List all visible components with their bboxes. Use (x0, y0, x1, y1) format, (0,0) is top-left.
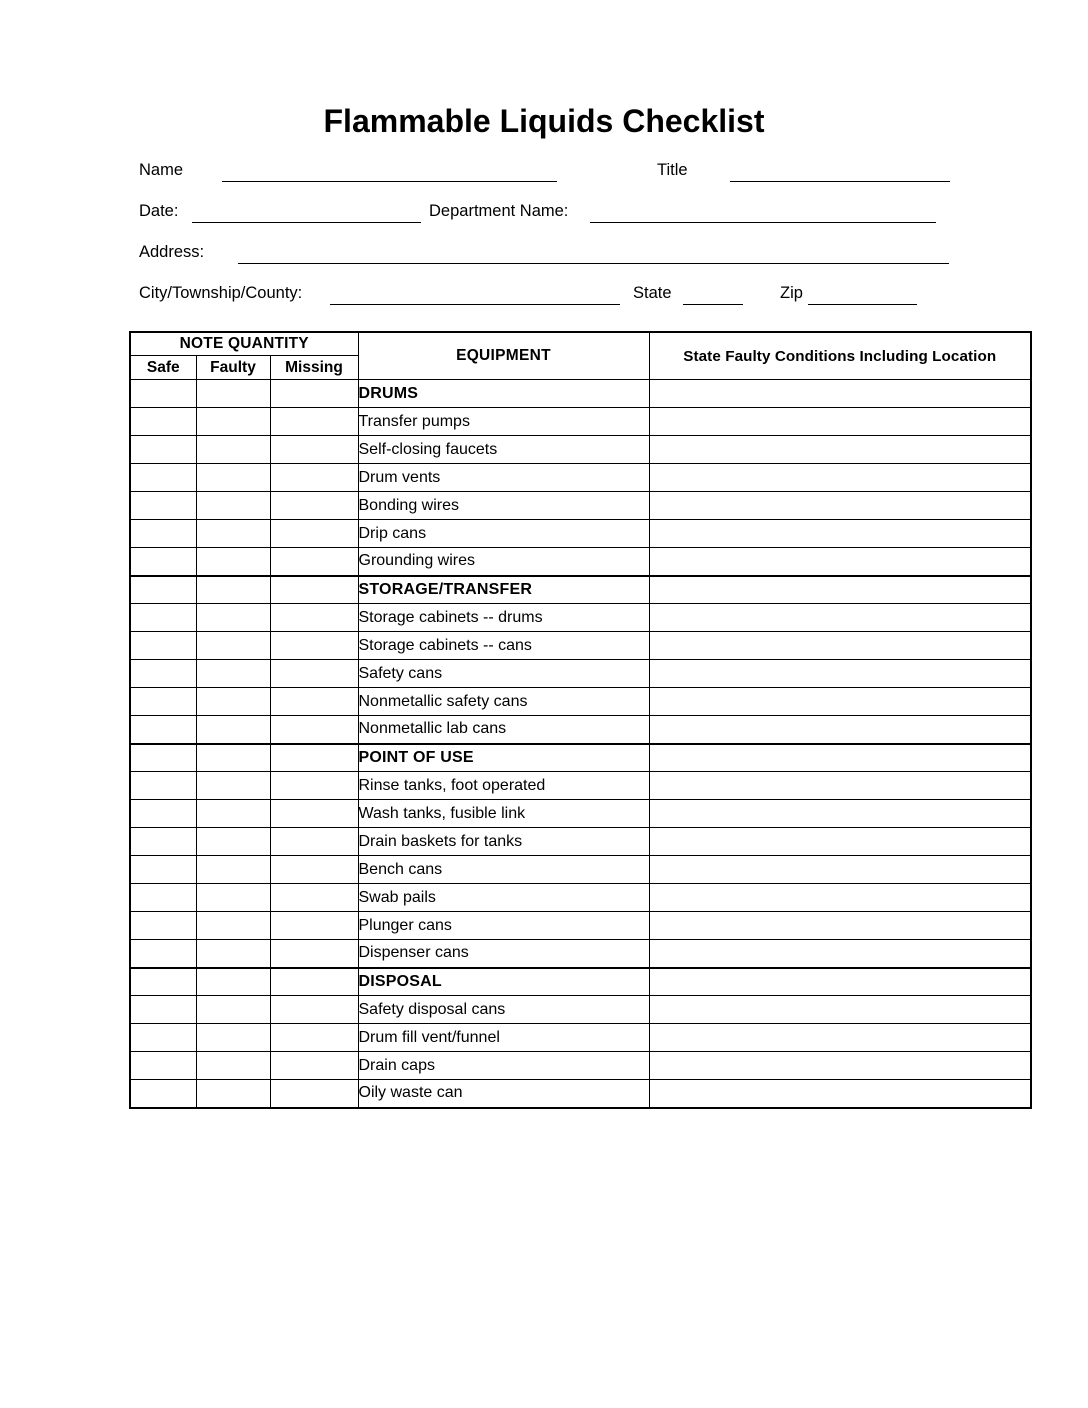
checkbox-cell-safe[interactable] (130, 912, 196, 940)
equipment-item-label: Self-closing faucets (358, 436, 649, 464)
equipment-item-label: Safety disposal cans (358, 996, 649, 1024)
table-row (130, 800, 1031, 828)
checkbox-cell-safe[interactable] (130, 968, 196, 996)
checkbox-cell-faulty[interactable] (196, 492, 270, 520)
form-row-date (0, 201, 1088, 235)
table-head (130, 332, 1031, 380)
state-input[interactable] (683, 304, 743, 305)
department-label: Department Name: (429, 202, 569, 220)
checkbox-cell-missing[interactable] (270, 492, 358, 520)
equipment-item-label: Transfer pumps (358, 408, 649, 436)
conditions-cell[interactable] (649, 940, 1031, 968)
checkbox-cell-safe[interactable] (130, 548, 196, 576)
checkbox-cell-missing[interactable] (270, 660, 358, 688)
table-row (130, 912, 1031, 940)
checkbox-cell-missing[interactable] (270, 940, 358, 968)
equipment-section-label: DRUMS (358, 380, 649, 408)
checkbox-cell-missing[interactable] (270, 968, 358, 996)
checkbox-cell-safe[interactable] (130, 744, 196, 772)
page-title: Flammable Liquids Checklist (323, 103, 765, 139)
checkbox-cell-faulty[interactable] (196, 968, 270, 996)
table-row (130, 856, 1031, 884)
checkbox-cell-missing[interactable] (270, 1080, 358, 1108)
checkbox-cell-safe[interactable] (130, 660, 196, 688)
state-label: State (633, 284, 672, 302)
conditions-cell[interactable] (649, 800, 1031, 828)
checkbox-cell-missing[interactable] (270, 828, 358, 856)
faulty-header: Faulty (196, 356, 270, 380)
equipment-item-label: Grounding wires (358, 548, 649, 576)
table-row (130, 660, 1031, 688)
checkbox-cell-safe[interactable] (130, 716, 196, 744)
conditions-cell[interactable] (649, 660, 1031, 688)
address-input[interactable] (238, 263, 949, 264)
checkbox-cell-missing[interactable] (270, 1052, 358, 1080)
missing-header: Missing (270, 356, 358, 380)
table-header-row-group (130, 332, 1031, 356)
department-input[interactable] (590, 222, 936, 223)
safe-header: Safe (130, 356, 196, 380)
equipment-item-label: Bench cans (358, 856, 649, 884)
checkbox-cell-missing[interactable] (270, 996, 358, 1024)
address-label: Address: (139, 243, 205, 261)
table-row (130, 492, 1031, 520)
checkbox-cell-missing[interactable] (270, 632, 358, 660)
conditions-cell[interactable] (649, 380, 1031, 408)
table-row (130, 1024, 1031, 1052)
name-input[interactable] (222, 181, 557, 182)
equipment-item-label: Bonding wires (358, 492, 649, 520)
table-row (130, 464, 1031, 492)
checkbox-cell-faulty[interactable] (196, 464, 270, 492)
conditions-cell[interactable] (649, 996, 1031, 1024)
checkbox-cell-missing[interactable] (270, 436, 358, 464)
checkbox-cell-missing[interactable] (270, 800, 358, 828)
conditions-header: State Faulty Conditions Including Location (649, 332, 1031, 380)
zip-input[interactable] (808, 304, 917, 305)
equipment-section-label: DISPOSAL (358, 968, 649, 996)
equipment-item-label: Safety cans (358, 660, 649, 688)
checkbox-cell-faulty[interactable] (196, 772, 270, 800)
city-input[interactable] (330, 304, 620, 305)
checkbox-cell-safe[interactable] (130, 1080, 196, 1108)
equipment-item-label: Plunger cans (358, 912, 649, 940)
checkbox-cell-faulty[interactable] (196, 408, 270, 436)
table-row (130, 548, 1031, 576)
table-row (130, 884, 1031, 912)
checkbox-cell-faulty[interactable] (196, 1024, 270, 1052)
conditions-cell[interactable] (649, 1052, 1031, 1080)
table-row (130, 744, 1031, 772)
table-body (130, 380, 1031, 1108)
equipment-item-label: Drum fill vent/funnel (358, 1024, 649, 1052)
conditions-cell[interactable] (649, 688, 1031, 716)
equipment-item-label: Drain baskets for tanks (358, 828, 649, 856)
checkbox-cell-faulty[interactable] (196, 1052, 270, 1080)
conditions-cell[interactable] (649, 548, 1031, 576)
checkbox-cell-faulty[interactable] (196, 800, 270, 828)
form-row-city (0, 283, 1088, 317)
conditions-cell[interactable] (649, 716, 1031, 744)
checkbox-cell-faulty[interactable] (196, 660, 270, 688)
equipment-item-label: Drum vents (358, 464, 649, 492)
equipment-item-label: Oily waste can (358, 1080, 649, 1108)
equipment-header: EQUIPMENT (358, 332, 649, 380)
conditions-cell[interactable] (649, 828, 1031, 856)
checkbox-cell-safe[interactable] (130, 688, 196, 716)
checkbox-cell-safe[interactable] (130, 436, 196, 464)
checkbox-cell-faulty[interactable] (196, 996, 270, 1024)
checkbox-cell-safe[interactable] (130, 408, 196, 436)
table-row (130, 1080, 1031, 1108)
table-row (130, 520, 1031, 548)
checkbox-cell-faulty[interactable] (196, 940, 270, 968)
equipment-item-label: Rinse tanks, foot operated (358, 772, 649, 800)
table-row (130, 1052, 1031, 1080)
table-row (130, 436, 1031, 464)
conditions-cell[interactable] (649, 1024, 1031, 1052)
checkbox-cell-missing[interactable] (270, 1024, 358, 1052)
checkbox-cell-missing[interactable] (270, 408, 358, 436)
equipment-item-label: Storage cabinets -- cans (358, 632, 649, 660)
checkbox-cell-missing[interactable] (270, 604, 358, 632)
checkbox-cell-safe[interactable] (130, 828, 196, 856)
checkbox-cell-faulty[interactable] (196, 688, 270, 716)
checkbox-cell-safe[interactable] (130, 492, 196, 520)
table-row (130, 996, 1031, 1024)
checkbox-cell-missing[interactable] (270, 464, 358, 492)
checkbox-cell-safe[interactable] (130, 1024, 196, 1052)
checkbox-cell-faulty[interactable] (196, 632, 270, 660)
checkbox-cell-missing[interactable] (270, 912, 358, 940)
checkbox-cell-safe[interactable] (130, 520, 196, 548)
checkbox-cell-faulty[interactable] (196, 884, 270, 912)
conditions-cell[interactable] (649, 520, 1031, 548)
zip-label: Zip (780, 284, 803, 302)
checkbox-cell-faulty[interactable] (196, 576, 270, 604)
conditions-cell[interactable] (649, 1080, 1031, 1108)
checklist-table (129, 331, 1032, 1109)
conditions-cell[interactable] (649, 408, 1031, 436)
equipment-section-label: STORAGE/TRANSFER (358, 576, 649, 604)
checkbox-cell-safe[interactable] (130, 464, 196, 492)
table-row (130, 604, 1031, 632)
conditions-cell[interactable] (649, 632, 1031, 660)
equipment-section-label: POINT OF USE (358, 744, 649, 772)
conditions-cell[interactable] (649, 968, 1031, 996)
date-input[interactable] (192, 222, 421, 223)
date-label: Date: (139, 202, 179, 220)
conditions-cell[interactable] (649, 464, 1031, 492)
title-input[interactable] (730, 181, 950, 182)
conditions-cell[interactable] (649, 436, 1031, 464)
checkbox-cell-faulty[interactable] (196, 548, 270, 576)
checkbox-cell-faulty[interactable] (196, 744, 270, 772)
checkbox-cell-faulty[interactable] (196, 604, 270, 632)
checkbox-cell-faulty[interactable] (196, 912, 270, 940)
conditions-cell[interactable] (649, 604, 1031, 632)
table-row (130, 716, 1031, 744)
checkbox-cell-safe[interactable] (130, 800, 196, 828)
conditions-cell[interactable] (649, 856, 1031, 884)
form-row-address (0, 242, 1088, 276)
checkbox-cell-safe[interactable] (130, 380, 196, 408)
equipment-item-label: Drip cans (358, 520, 649, 548)
equipment-item-label: Drain caps (358, 1052, 649, 1080)
conditions-cell[interactable] (649, 912, 1031, 940)
table-row (130, 380, 1031, 408)
table-row (130, 632, 1031, 660)
form-row-name (0, 160, 1088, 194)
equipment-item-label: Wash tanks, fusible link (358, 800, 649, 828)
checkbox-cell-faulty[interactable] (196, 1080, 270, 1108)
checkbox-cell-safe[interactable] (130, 940, 196, 968)
table-row (130, 772, 1031, 800)
checkbox-cell-missing[interactable] (270, 744, 358, 772)
checkbox-cell-faulty[interactable] (196, 436, 270, 464)
table-row (130, 828, 1031, 856)
checkbox-cell-missing[interactable] (270, 856, 358, 884)
checkbox-cell-faulty[interactable] (196, 380, 270, 408)
checkbox-cell-missing[interactable] (270, 548, 358, 576)
table-row (130, 940, 1031, 968)
checkbox-cell-missing[interactable] (270, 772, 358, 800)
city-label: City/Township/County: (139, 284, 303, 302)
equipment-item-label: Nonmetallic safety cans (358, 688, 649, 716)
conditions-cell[interactable] (649, 772, 1031, 800)
checklist-table-wrapper (129, 331, 1030, 1109)
conditions-cell[interactable] (649, 744, 1031, 772)
checkbox-cell-faulty[interactable] (196, 520, 270, 548)
checkbox-cell-safe[interactable] (130, 772, 196, 800)
checkbox-cell-faulty[interactable] (196, 716, 270, 744)
conditions-cell[interactable] (649, 492, 1031, 520)
checkbox-cell-safe[interactable] (130, 856, 196, 884)
checkbox-cell-missing[interactable] (270, 576, 358, 604)
title-label: Title (657, 161, 688, 179)
name-label: Name (139, 161, 184, 179)
checkbox-cell-faulty[interactable] (196, 828, 270, 856)
checkbox-cell-missing[interactable] (270, 688, 358, 716)
checkbox-cell-safe[interactable] (130, 604, 196, 632)
checkbox-cell-safe[interactable] (130, 576, 196, 604)
equipment-item-label: Swab pails (358, 884, 649, 912)
equipment-item-label: Nonmetallic lab cans (358, 716, 649, 744)
checkbox-cell-missing[interactable] (270, 884, 358, 912)
table-row (130, 408, 1031, 436)
checkbox-cell-safe[interactable] (130, 1052, 196, 1080)
conditions-cell[interactable] (649, 576, 1031, 604)
conditions-cell[interactable] (649, 884, 1031, 912)
checkbox-cell-missing[interactable] (270, 716, 358, 744)
table-row (130, 576, 1031, 604)
checkbox-cell-missing[interactable] (270, 380, 358, 408)
equipment-item-label: Storage cabinets -- drums (358, 604, 649, 632)
equipment-item-label: Dispenser cans (358, 940, 649, 968)
checkbox-cell-safe[interactable] (130, 996, 196, 1024)
table-row (130, 688, 1031, 716)
checkbox-cell-missing[interactable] (270, 520, 358, 548)
checkbox-cell-safe[interactable] (130, 632, 196, 660)
note-quantity-header: NOTE QUANTITY (130, 332, 358, 356)
checkbox-cell-faulty[interactable] (196, 856, 270, 884)
table-row (130, 968, 1031, 996)
checkbox-cell-safe[interactable] (130, 884, 196, 912)
